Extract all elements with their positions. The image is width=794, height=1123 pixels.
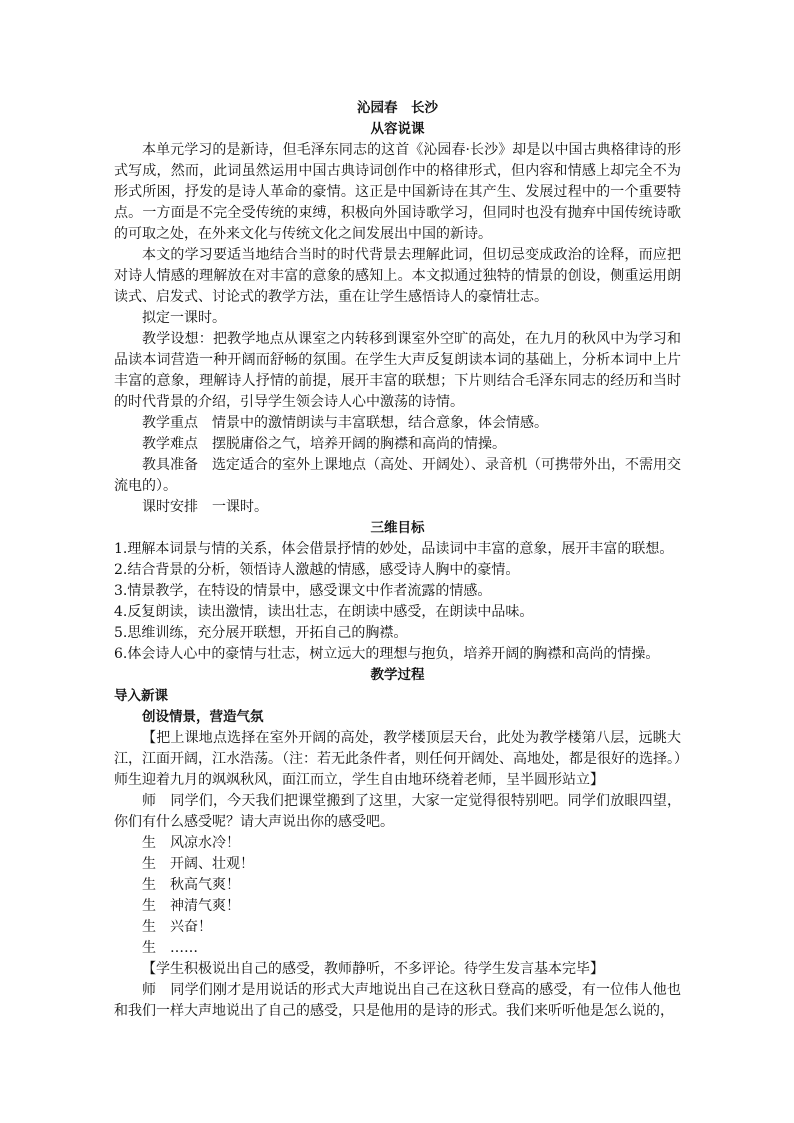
intro-paragraph: 本单元学习的是新诗，但毛泽东同志的这首《沁园春·长沙》却是以中国古典格律诗的形式写成，然而，此词虽然运用中国古典诗词创作中的格律形式，但内容和情感上却完全不为形式所困，抒发的是诗人革命的豪情。这正是中国新诗在其产生、发展过程中的一个重要特点。一方面是不完全受传统的束缚，积极向外国诗歌学习，但同时也没有抛弃中国传统诗歌的可取之处，在外来文化与传统文化之间发展出中国的新诗。 — [114, 142, 681, 242]
section-heading-intro: 从容说课 — [370, 121, 425, 137]
equipment-line: 教具准备 选定适合的室外上课地点（高处、开阔处）、录音机（可携带外出，不需用交流电的）。 — [114, 457, 681, 494]
teacher-line: 师 同学们，今天我们把课堂搬到了这里，大家一定觉得很特别吧。同学们放眼四望，你们有什么感受呢？请大声说出你的感受吧。 — [114, 793, 681, 830]
response-note: 【学生积极说出自己的感受，教师静听，不多评论。待学生发言基本完毕】 — [142, 961, 604, 977]
goal-item: 3.情景教学，在特设的情景中，感受课文中作者流露的情感。 — [114, 583, 492, 599]
intro-paragraph: 教学设想：把教学地点从课室之内转移到课室外空旷的高处，在九月的秋风中为学习和品读本词营造一种开阔而舒畅的氛围。在学生大声反复朗读本词的基础上，分析本词中上片丰富的意象，理解诗人抒情的前提，展开丰富的联想；下片则结合毛泽东同志的经历和当时的时代背景的介绍，引导学生领会诗人心中激荡的诗情。 — [114, 331, 681, 410]
schedule-line: 课时安排 一课时。 — [142, 499, 268, 515]
difficulty-line: 教学难点 摆脱庸俗之气，培养开阔的胸襟和高尚的情操。 — [142, 436, 506, 452]
section-heading-goals: 三维目标 — [370, 520, 425, 536]
section-heading-process: 教学过程 — [370, 667, 425, 683]
student-line: 生 开阔、壮观！ — [142, 856, 254, 872]
key-point-line: 教学重点 情景中的激情朗读与丰富联想，结合意象，体会情感。 — [142, 415, 548, 431]
student-line: 生 风凉水冷！ — [142, 835, 240, 851]
student-line: 生 兴奋！ — [142, 919, 212, 935]
goal-item: 5.思维训练，充分展开联想，开拓自己的胸襟。 — [114, 625, 408, 641]
document-page — [114, 98, 681, 1022]
goal-item: 2.结合背景的分析，领悟诗人激越的情感，感受诗人胸中的豪情。 — [114, 562, 520, 578]
setting-note: 【把上课地点选择在室外开阔的高处，教学楼顶层天台，此处为教学楼第八层，远眺大江，江面开阔，江水浩荡。（注：若无此条件者，则任何开阔处、高地处，都是很好的选择。）师生迎着九月的飒飒秋风，面江而立，学生自由地环绕着老师，呈半圆形站立】 — [114, 730, 681, 788]
student-line: 生 秋高气爽！ — [142, 877, 240, 893]
goal-item: 4.反复朗读，读出激情，读出壮志，在朗读中感受，在朗读中品味。 — [114, 604, 534, 620]
lead-in-heading: 导入新课 — [114, 688, 168, 704]
scene-heading: 创设情景，营造气氛 — [142, 709, 264, 725]
student-line: 生 神清气爽！ — [142, 898, 240, 914]
document-title: 沁园春 长沙 — [357, 100, 438, 116]
teacher-line: 师 同学们刚才是用说话的形式大声地说出自己在这秋日登高的感受，有一位伟人他也和我们一样大声地说出了自己的感受，只是他用的是诗的形式。我们来听听他是怎么说的， — [114, 982, 681, 1019]
student-line: 生 …… — [142, 940, 198, 956]
intro-paragraph: 本文的学习要适当地结合当时的时代背景去理解此词，但切忌变成政治的诠释，而应把对诗人情感的理解放在对丰富的意象的感知上。本文拟通过独特的情景的创设，侧重运用朗读式、启发式、讨论式的教学方法，重在让学生感悟诗人的豪情壮志。 — [114, 247, 681, 305]
goal-item: 1.理解本词景与情的关系，体会借景抒情的妙处，品读词中丰富的意象，展开丰富的联想。 — [114, 541, 674, 557]
intro-paragraph: 拟定一课时。 — [142, 310, 226, 326]
goal-item: 6.体会诗人心中的豪情与壮志，树立远大的理想与抱负，培养开阔的胸襟和高尚的情操。 — [114, 646, 660, 662]
